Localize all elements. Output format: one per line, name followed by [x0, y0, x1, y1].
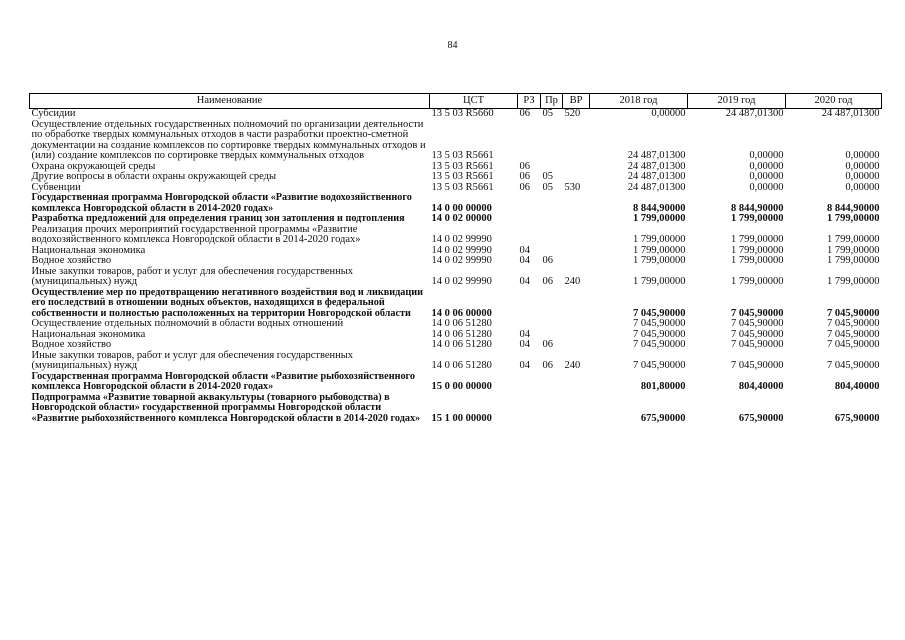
row-2020: 7 045,90000 [827, 318, 880, 329]
row-2019: 0,00000 [749, 160, 784, 172]
table-row [30, 256, 882, 267]
header-2020: 2020 год [786, 94, 882, 109]
row-2019: 24 487,01300 [725, 108, 784, 119]
row-cst: 14 0 06 00000 [431, 307, 492, 319]
row-2020: 1 799,00000 [827, 276, 880, 287]
row-pr [541, 372, 563, 393]
row-vr [563, 256, 590, 267]
row-2020: 8 844,90000 [827, 202, 880, 214]
row-2019: 7 045,90000 [731, 318, 784, 329]
row-name: Осуществление отдельных государственных полномочий по организации деятельности по обработке твердых коммунальных отходов в части разработки проектно-сметной документации на создание комплексов по сортировке твердых коммунальных отходов и (или) создание комплексов по сортировке твердых коммунальных отходов [31, 118, 426, 161]
row-cst: 14 0 02 99990 [431, 255, 492, 266]
row-vr [563, 393, 590, 425]
row-2019: 1 799,00000 [731, 213, 784, 224]
row-2020: 1 799,00000 [827, 244, 880, 256]
row-2020: 1 799,00000 [827, 234, 880, 245]
row-vr [563, 330, 590, 341]
table-row [30, 319, 882, 330]
row-2019: 1 799,00000 [731, 255, 784, 266]
row-2020: 7 045,90000 [827, 360, 880, 371]
table-row [30, 372, 882, 393]
row-2020: 0,00000 [845, 150, 880, 161]
row-name: Национальная экономика [31, 328, 146, 340]
row-name: Охрана окружающей среды [31, 160, 156, 172]
header-rz: РЗ [518, 94, 541, 109]
row-2018: 1 799,00000 [633, 255, 686, 266]
row-pr [541, 214, 563, 225]
row-cst: 14 0 02 99990 [431, 244, 492, 256]
header-pr: Пр [541, 94, 563, 109]
row-2020: 1 799,00000 [827, 213, 880, 224]
header-2019: 2019 год [688, 94, 786, 109]
row-2020: 0,00000 [845, 160, 880, 172]
row-pr: 06 [542, 255, 553, 266]
row-name: Водное хозяйство [31, 255, 112, 266]
row-2019: 804,40000 [738, 381, 784, 392]
row-pr [541, 120, 563, 162]
row-pr: 06 [542, 276, 553, 287]
row-2019: 1 799,00000 [731, 276, 784, 287]
page-number: 84 [447, 40, 458, 51]
header-vr: ВР [563, 94, 590, 109]
row-rz [518, 393, 541, 425]
header-cst: ЦСТ [430, 94, 518, 109]
row-rz: 04 [519, 244, 530, 256]
row-name: Водное хозяйство [31, 339, 112, 350]
row-rz: 04 [519, 276, 530, 287]
row-rz: 06 [519, 160, 530, 172]
table-row [30, 225, 882, 246]
table-row [30, 120, 882, 162]
row-pr: 05 [542, 181, 553, 193]
row-vr: 530 [564, 181, 581, 193]
row-rz [518, 193, 541, 214]
row-pr: 06 [542, 339, 553, 350]
table-row [30, 172, 882, 183]
row-2020: 804,40000 [834, 381, 880, 392]
row-cst: 14 0 06 51280 [431, 360, 492, 371]
row-cst: 13 5 03 R5661 [431, 150, 494, 161]
row-2018: 7 045,90000 [633, 307, 686, 319]
row-2019: 7 045,90000 [731, 339, 784, 350]
budget-table [29, 93, 882, 424]
row-name: Иные закупки товаров, работ и услуг для обеспечения государственных (муниципальных) нужд [31, 265, 354, 287]
row-vr: 520 [564, 108, 581, 119]
row-rz: 04 [519, 255, 530, 266]
row-rz [518, 225, 541, 246]
row-vr [563, 340, 590, 351]
row-name: Подпрограмма «Развитие товарной аквакультуры (товарного рыбоводства) в Новгородской области» государственной программы Новгородской области «Развитие рыбохозяйственного комплекса Новгородской области в 2014-2020 годах» [31, 391, 421, 424]
row-name: Осуществление мер по предотвращению негативного воздействия вод и ликвидации его последствий в отношении водных объектов, находящихся в федеральной собственности и полностью расположенных на территории Новгородской области [31, 286, 423, 319]
row-2018: 675,90000 [640, 412, 686, 424]
table-body [30, 109, 882, 425]
row-2018: 0,00000 [651, 108, 686, 119]
row-2020: 675,90000 [834, 412, 880, 424]
row-vr: 240 [564, 276, 581, 287]
row-vr [563, 172, 590, 183]
row-vr: 240 [564, 360, 581, 371]
row-vr [563, 288, 590, 320]
row-rz: 06 [519, 171, 530, 182]
row-name: Другие вопросы в области охраны окружающей среды [31, 171, 276, 182]
row-pr: 05 [542, 108, 553, 119]
table-header-row [30, 94, 882, 109]
row-2018: 7 045,90000 [633, 339, 686, 350]
row-cst: 14 0 00 00000 [431, 202, 492, 214]
row-vr [563, 214, 590, 225]
row-2018: 7 045,90000 [633, 360, 686, 371]
row-rz: 06 [519, 108, 530, 119]
row-2018: 7 045,90000 [633, 318, 686, 329]
row-rz: 04 [519, 328, 530, 340]
row-2019: 7 045,90000 [731, 307, 784, 319]
row-vr [563, 372, 590, 393]
table-row [30, 193, 882, 214]
row-vr [563, 319, 590, 330]
row-2019: 675,90000 [738, 412, 784, 424]
row-cst: 14 0 02 99990 [431, 276, 492, 287]
row-vr [563, 225, 590, 246]
row-cst: 14 0 06 51280 [431, 318, 492, 329]
row-vr [563, 162, 590, 173]
row-2018: 24 487,01300 [627, 171, 686, 182]
row-2020: 1 799,00000 [827, 255, 880, 266]
row-rz: 04 [519, 339, 530, 350]
row-2019: 1 799,00000 [731, 244, 784, 256]
row-rz [518, 214, 541, 225]
row-2018: 7 045,90000 [633, 328, 686, 340]
row-pr: 06 [542, 360, 553, 371]
row-vr [563, 246, 590, 257]
row-name: Субвенции [31, 181, 81, 193]
header-name: Наименование [30, 94, 430, 109]
row-name: Государственная программа Новгородской области «Развитие водохозяйственного комплекса Новгородской области в 2014-2020 годах» [31, 192, 412, 214]
header-2018: 2018 год [590, 94, 688, 109]
row-2018: 1 799,00000 [633, 234, 686, 245]
row-2018: 24 487,01300 [627, 160, 686, 172]
row-2019: 0,00000 [749, 171, 784, 182]
row-2020: 0,00000 [845, 171, 880, 182]
row-2020: 7 045,90000 [827, 328, 880, 340]
row-2020: 7 045,90000 [827, 339, 880, 350]
row-rz [518, 288, 541, 320]
row-name: Иные закупки товаров, работ и услуг для обеспечения государственных (муниципальных) нужд [31, 349, 354, 371]
row-2018: 8 844,90000 [633, 202, 686, 214]
row-2020: 0,00000 [845, 181, 880, 193]
row-rz: 04 [519, 360, 530, 371]
row-name: Государственная программа Новгородской области «Развитие рыбохозяйственного комплекса Новгородской области в 2014-2020 годах» [31, 370, 415, 392]
table-row [30, 340, 882, 351]
row-cst: 14 0 02 00000 [431, 213, 492, 224]
row-rz [518, 372, 541, 393]
row-rz [518, 319, 541, 330]
row-cst: 14 0 06 51280 [431, 328, 492, 340]
row-rz [518, 120, 541, 162]
row-2018: 1 799,00000 [633, 276, 686, 287]
row-cst: 14 0 06 51280 [431, 339, 492, 350]
row-name: Субсидии [31, 108, 76, 119]
row-pr: 05 [542, 171, 553, 182]
row-2019: 8 844,90000 [731, 202, 784, 214]
row-cst: 13 5 03 R5661 [431, 160, 494, 172]
row-2020: 24 487,01300 [821, 108, 880, 119]
row-pr [541, 393, 563, 425]
row-vr [563, 120, 590, 162]
row-name: Разработка предложений для определения границ зон затопления и подтопления [31, 213, 405, 224]
row-pr [541, 193, 563, 214]
table-row [30, 393, 882, 425]
row-2018: 801,80000 [640, 381, 686, 392]
row-pr [541, 225, 563, 246]
table-row [30, 214, 882, 225]
row-cst: 13 5 03 R5661 [431, 181, 494, 193]
row-rz: 06 [519, 181, 530, 193]
row-cst: 13 5 03 R5660 [431, 108, 494, 119]
row-2019: 1 799,00000 [731, 234, 784, 245]
row-cst: 15 1 00 00000 [431, 412, 492, 424]
row-2019: 7 045,90000 [731, 328, 784, 340]
row-2018: 24 487,01300 [627, 181, 686, 193]
row-2018: 1 799,00000 [633, 244, 686, 256]
row-2018: 24 487,01300 [627, 150, 686, 161]
row-2019: 0,00000 [749, 150, 784, 161]
row-name: Осуществление отдельных полномочий в области водных отношений [31, 318, 344, 329]
row-pr [541, 288, 563, 320]
row-2018: 1 799,00000 [633, 213, 686, 224]
row-name: Национальная экономика [31, 244, 146, 256]
table-row [30, 288, 882, 320]
table-row [30, 351, 882, 372]
table-row [30, 267, 882, 288]
row-2019: 7 045,90000 [731, 360, 784, 371]
row-cst: 14 0 02 99990 [431, 234, 492, 245]
row-vr [563, 193, 590, 214]
row-2020: 7 045,90000 [827, 307, 880, 319]
row-pr [541, 319, 563, 330]
row-cst: 15 0 00 00000 [431, 381, 492, 392]
table-row [30, 109, 882, 120]
row-2019: 0,00000 [749, 181, 784, 193]
row-cst: 13 5 03 R5661 [431, 171, 494, 182]
row-name: Реализация прочих мероприятий государственной программы «Развитие водохозяйственного комплекса Новгородской области в 2014-2020 годах» [31, 223, 361, 245]
